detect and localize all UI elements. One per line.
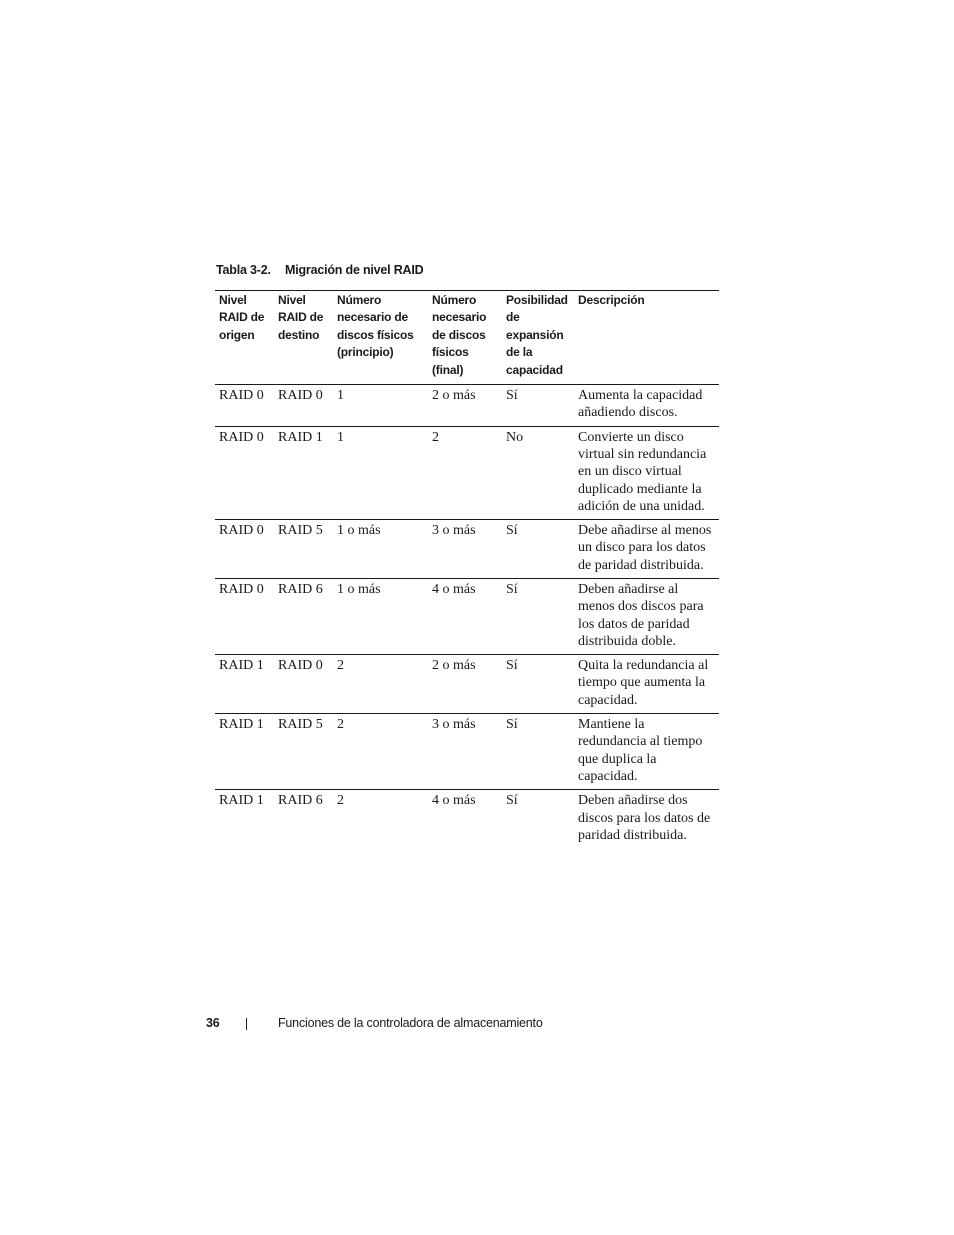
table-row bbox=[215, 790, 719, 848]
cell-target-raid: RAID 0 bbox=[278, 658, 323, 674]
cell-target-raid: RAID 6 bbox=[278, 793, 323, 809]
cell-capacity-expansion: No bbox=[506, 429, 524, 445]
header-target-raid: Nivel RAID de destino bbox=[278, 293, 324, 342]
table-row bbox=[215, 714, 719, 790]
footer-separator bbox=[246, 1018, 247, 1030]
cell-disks-end: 2 o más bbox=[432, 658, 476, 674]
cell-disks-end: 4 o más bbox=[432, 582, 476, 597]
cell-disks-end: 2 bbox=[432, 429, 439, 445]
cell-description: Deben añadirse dos discos para los datos de paridad distribuida. bbox=[578, 793, 711, 843]
cell-disks-start: 1 bbox=[337, 429, 344, 445]
raid-migration-table bbox=[215, 290, 719, 848]
cell-disks-start: 2 bbox=[337, 658, 344, 674]
table-row bbox=[215, 426, 719, 519]
cell-target-raid: RAID 5 bbox=[278, 717, 323, 733]
cell-description: Aumenta la capacidad añadiendo discos. bbox=[578, 388, 703, 421]
cell-capacity-expansion: Sí bbox=[506, 523, 518, 539]
table-body bbox=[215, 385, 719, 849]
cell-disks-start: 1 bbox=[337, 388, 344, 404]
footer-section-title: Funciones de la controladora de almacenamiento bbox=[278, 1016, 543, 1030]
cell-disks-end: 3 o más bbox=[432, 523, 476, 539]
header-disks-start: Número necesario de discos físicos (principio) bbox=[337, 293, 414, 360]
cell-disks-start: 2 bbox=[337, 793, 344, 809]
table-row bbox=[215, 579, 719, 655]
table-title: Migración de nivel RAID bbox=[285, 263, 424, 277]
table-row bbox=[215, 655, 719, 714]
header-capacity-expansion: Posibilidad de expansión de la capacidad bbox=[506, 293, 568, 377]
cell-description: Mantiene la redundancia al tiempo que duplica la capacidad. bbox=[578, 717, 703, 784]
cell-disks-end: 2 o más bbox=[432, 388, 476, 404]
table-number: Tabla 3-2. bbox=[216, 263, 271, 277]
cell-capacity-expansion: Sí bbox=[506, 388, 518, 404]
table-row bbox=[215, 385, 719, 427]
cell-capacity-expansion: Sí bbox=[506, 658, 518, 674]
header-disks-end: Número necesario de discos físicos (final) bbox=[432, 293, 487, 377]
cell-capacity-expansion: Sí bbox=[506, 793, 518, 809]
cell-description: Quita la redundancia al tiempo que aumenta la capacidad. bbox=[578, 658, 709, 708]
table-header-row bbox=[215, 291, 719, 385]
cell-source-raid: RAID 1 bbox=[219, 717, 264, 733]
cell-target-raid: RAID 6 bbox=[278, 582, 323, 597]
cell-source-raid: RAID 0 bbox=[219, 388, 264, 404]
header-description: Descripción bbox=[578, 293, 645, 307]
cell-source-raid: RAID 1 bbox=[219, 658, 264, 674]
page-number: 36 bbox=[206, 1016, 220, 1030]
cell-target-raid: RAID 5 bbox=[278, 523, 323, 539]
table-row bbox=[215, 520, 719, 579]
cell-disks-end: 3 o más bbox=[432, 717, 476, 733]
cell-target-raid: RAID 0 bbox=[278, 388, 323, 404]
header-source-raid: Nivel RAID de origen bbox=[219, 293, 265, 342]
table-caption bbox=[216, 263, 423, 277]
cell-disks-end: 4 o más bbox=[432, 793, 476, 809]
cell-source-raid: RAID 1 bbox=[219, 793, 264, 809]
cell-source-raid: RAID 0 bbox=[219, 429, 264, 445]
cell-disks-start: 1 o más bbox=[337, 582, 381, 597]
cell-description: Convierte un disco virtual sin redundancia en un disco virtual duplicado mediante la adición de una unidad. bbox=[578, 429, 707, 514]
cell-source-raid: RAID 0 bbox=[219, 582, 264, 597]
cell-target-raid: RAID 1 bbox=[278, 429, 323, 445]
cell-source-raid: RAID 0 bbox=[219, 523, 264, 539]
cell-capacity-expansion: Sí bbox=[506, 582, 518, 597]
cell-disks-start: 2 bbox=[337, 717, 344, 733]
cell-description: Deben añadirse al menos dos discos para los datos de paridad distribuida doble. bbox=[578, 582, 704, 649]
cell-description: Debe añadirse al menos un disco para los datos de paridad distribuida. bbox=[578, 523, 712, 573]
cell-capacity-expansion: Sí bbox=[506, 717, 518, 733]
cell-disks-start: 1 o más bbox=[337, 523, 381, 539]
